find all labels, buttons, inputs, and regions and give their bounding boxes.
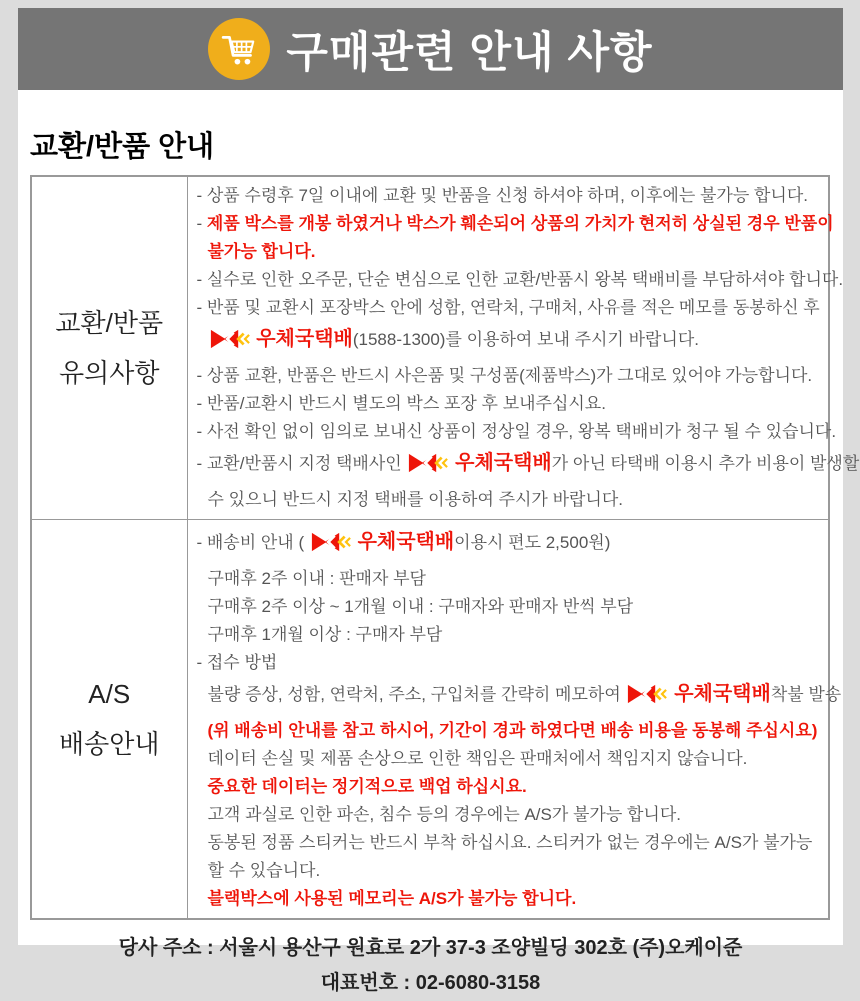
row-label-line: 교환/반품 <box>55 308 164 338</box>
text-segment: - 상품 수령후 7일 이내에 교환 및 반품을 신청 하셔야 하며, 이후에는 불가능 합니다. <box>196 186 808 205</box>
text-segment: 착불 발송 <box>770 685 842 704</box>
row-content <box>187 520 842 920</box>
text-segment: - 배송비 안내 ( <box>196 533 309 552</box>
text-segment: 구매후 2주 이상 ~ 1개월 이내 : 구매자와 판매자 반씩 부담 <box>207 597 634 616</box>
text-segment: 블랙박스에 사용된 메모리는 A/S가 불가능 합니다. <box>207 889 577 908</box>
notice-line <box>196 210 834 238</box>
text-segment: 고객 과실로 인한 파손, 침수 등의 경우에는 A/S가 불가능 합니다. <box>207 805 681 824</box>
korea-post-logo-icon <box>627 683 667 717</box>
text-segment: 구매후 1개월 이상 : 구매자 부담 <box>207 625 443 644</box>
notice-line <box>197 525 823 565</box>
text-segment: 불량 증상, 성함, 연락처, 주소, 구입처를 간략히 메모하여 <box>207 685 626 704</box>
text-segment: (1588-1300)를 이용하여 보내 주시기 바랍니다. <box>352 330 699 349</box>
text-segment: 제품 박스를 개봉 하였거나 박스가 훼손되어 상품의 가치가 현저히 상실된 경우 반품이 <box>206 214 834 233</box>
text-segment: 이용시 편도 2,500원) <box>454 533 611 552</box>
notice-line <box>197 717 823 745</box>
text-segment: - 교환/반품시 지정 택배사인 <box>196 454 407 473</box>
notice-line <box>197 801 823 829</box>
notice-line <box>197 621 823 649</box>
notice-line <box>197 322 823 362</box>
text-segment: 우체국택배 <box>357 531 455 553</box>
row-label <box>31 520 187 920</box>
notice-line <box>197 593 823 621</box>
notice-line <box>197 182 823 210</box>
text-segment: 중요한 데이터는 정기적으로 백업 하십시요. <box>207 777 527 796</box>
text-segment: - 사전 확인 없이 임의로 보내신 상품이 정상일 경우, 왕복 택배비가 청구 될 수 있습니다. <box>196 422 837 441</box>
text-segment: 우체국택배 <box>455 452 552 474</box>
notice-line <box>196 418 837 446</box>
notice-line <box>197 565 823 593</box>
row-label-line: 배송안내 <box>59 729 160 759</box>
notice-line <box>197 885 823 913</box>
notice-line <box>197 486 823 514</box>
company-phone: 대표번호 : 02-6080-3158 <box>320 972 541 994</box>
notice-line <box>197 362 823 390</box>
text-segment: - 반품 및 교환시 포장박스 안에 성함, 연락처, 구매처, 사유를 적은 메모를 동봉하신 후 <box>196 298 820 317</box>
shopping-cart-icon <box>220 31 258 67</box>
text-segment: 우체국택배 <box>256 328 353 350</box>
company-address: 당사 주소 : 서울시 용산구 원효로 2가 37-3 조양빌딩 302호 (주)오케이준 <box>118 937 743 959</box>
text-segment: - <box>196 214 207 233</box>
notice-line <box>197 677 842 717</box>
text-segment: 데이터 손실 및 제품 손상으로 인한 책임은 판매처에서 책임지지 않습니다. <box>207 749 748 768</box>
text-segment: 가 아닌 타택배 이용시 추가 비용이 발생할 <box>551 454 860 473</box>
table-row <box>31 520 829 920</box>
notice-line <box>197 773 823 801</box>
notice-line <box>197 745 823 773</box>
text-segment: 동봉된 정품 스티커는 반드시 부착 하십시요. 스티커가 없는 경우에는 A/S가 불가능 <box>207 833 813 852</box>
notice-line <box>197 390 823 418</box>
notice-page <box>18 8 860 994</box>
section-title: 교환/반품 안내 <box>30 131 215 163</box>
notice-line <box>196 266 844 294</box>
row-label <box>31 176 187 520</box>
notice-table <box>30 175 860 920</box>
text-segment: (위 배송비 안내를 참고 하시어, 기간이 경과 하였다면 배송 비용을 동봉해 주십시요) <box>207 721 818 740</box>
notice-table-body <box>31 176 860 919</box>
korea-post-logo-icon <box>210 328 250 362</box>
notice-line <box>196 446 860 486</box>
page-header <box>18 8 843 90</box>
cart-icon-circle <box>208 18 270 80</box>
text-segment: 할 수 있습니다. <box>207 861 321 880</box>
text-segment: - 상품 교환, 반품은 반드시 사은품 및 구성품(제품박스)가 그대로 있어야 가능합니다. <box>196 366 813 385</box>
text-segment: 우체국택배 <box>674 683 771 705</box>
notice-line <box>197 238 823 266</box>
notice-line <box>197 857 823 885</box>
text-segment: 수 있으니 반드시 지정 택배를 이용하여 주시가 바랍니다. <box>207 490 623 509</box>
row-content <box>187 176 860 520</box>
notice-line <box>197 829 823 857</box>
korea-post-logo-icon <box>311 531 351 565</box>
row-label-line: 유의사항 <box>59 358 160 388</box>
table-row <box>31 176 829 520</box>
text-segment: 구매후 2주 이내 : 판매자 부담 <box>207 569 426 588</box>
notice-line <box>197 649 823 677</box>
row-label-line: A/S <box>88 679 131 709</box>
footer <box>18 931 843 1001</box>
text-segment: - 실수로 인한 오주문, 단순 변심으로 인한 교환/반품시 왕복 택배비를 부담하셔야 합니다. <box>196 270 844 289</box>
text-segment: - 접수 방법 <box>196 653 278 672</box>
text-segment: - 반품/교환시 반드시 별도의 박스 포장 후 보내주십시요. <box>196 394 606 413</box>
page-title: 구매관련 안내 사항 <box>286 28 653 77</box>
korea-post-logo-icon <box>408 452 448 486</box>
notice-line <box>197 294 823 322</box>
text-segment: 불가능 합니다. <box>207 242 316 261</box>
